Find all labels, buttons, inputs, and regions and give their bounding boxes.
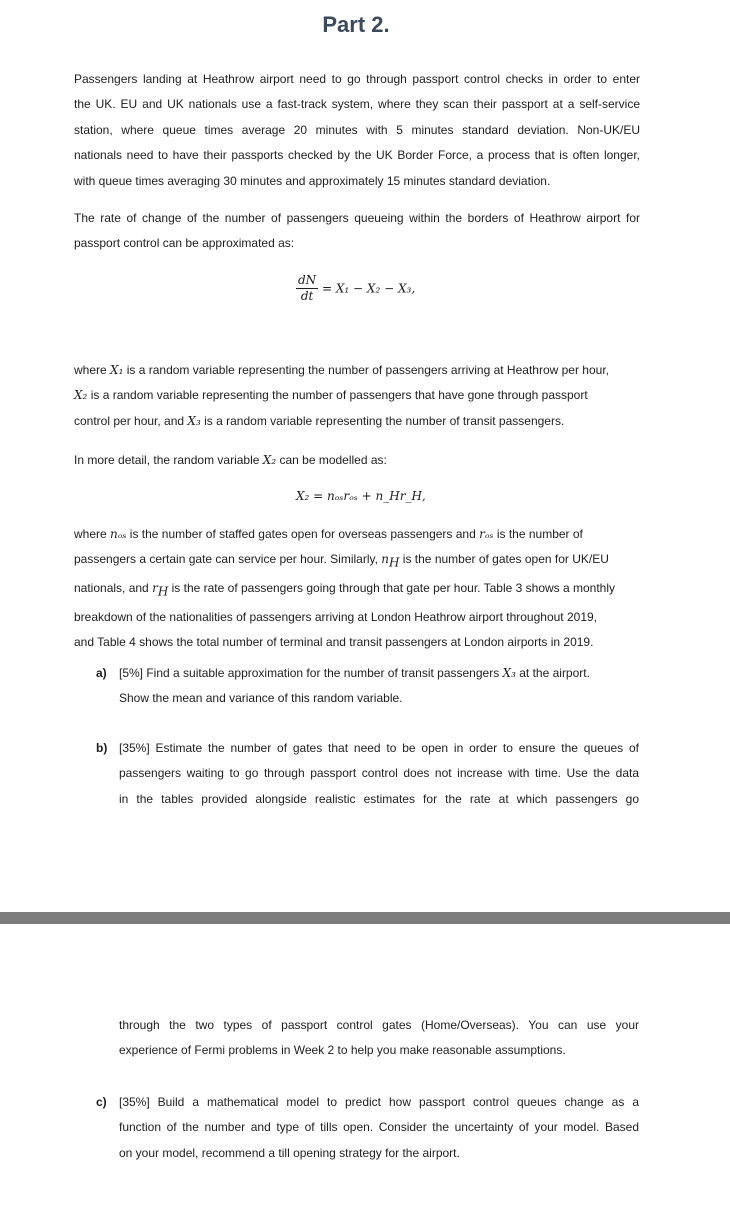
intro-line: the UK. EU and UK nationals use a fast-track system, where they scan their passport at a self-service [74,97,640,112]
detail-line [74,448,640,473]
where-line [74,522,640,547]
text: is the number of gates open for UK/EU [399,552,609,567]
intro-line: Passengers landing at Heathrow airport need to go through passport control checks in order to enter [74,72,640,86]
question-line [119,661,639,686]
rate-paragraph [74,206,640,257]
question-line: in the tables provided alongside realistic estimates for the rate at which passengers go [119,791,639,806]
question-line: Show the mean and variance of this random variable. [119,691,403,706]
math-subscript: H [157,584,169,599]
text: is the number of [493,527,583,541]
question-body [119,1090,639,1166]
where-line [74,409,640,434]
question-label: a) [96,666,107,680]
where-line [74,383,640,408]
math-var: X₃ [187,413,201,428]
where-line: breakdown of the nationalities of passengers arriving at London Heathrow airport throughout 2019, [74,610,598,624]
intro-line: nationals need to have their passports checked by the UK Border Force, a process that is often longer, [74,148,640,163]
text: [5%] Find a suitable approximation for the number of transit passengers [119,666,503,680]
page-break [0,912,730,924]
detail-paragraph [74,448,640,473]
rate-line: passport control can be approximated as: [74,236,295,251]
text: where [74,527,111,541]
derivative-fraction [296,273,318,304]
page-title: Part 2. [322,12,390,37]
question-line: [35%] Estimate the number of gates that need to be open in order to ensure the queues of [119,741,639,755]
question-body [119,736,639,812]
text: In more detail, the random variable [74,453,263,467]
math-var: X₂ [74,388,88,403]
math-var: nₒₛ [110,527,127,541]
question-label: b) [96,741,108,755]
question-body [119,1013,639,1064]
where-paragraph-2 [74,522,640,656]
math-var: r [152,581,158,596]
question-line: passengers waiting to go through passport control does not increase with time. Use the data [119,766,639,781]
equation-rhs: = X₁ − X₂ − X₃, [322,281,416,296]
text: is the number of staffed gates open for overseas passengers and [126,527,480,541]
question-line: function of the number and type of tills open. Consider the uncertainty of your model. Based [119,1120,639,1135]
question-label: c) [96,1095,107,1109]
intro-line: station, where queue times average 20 minutes with 5 minutes standard deviation. Non-UK/EU [74,122,640,137]
question-line: [35%] Build a mathematical model to predict how passport control queues change as a [119,1095,639,1109]
question-body [119,661,639,712]
where-paragraph-1 [74,358,640,434]
question-line: experience of Fermi problems in Week 2 to help you make reasonable assumptions. [119,1043,566,1058]
math-var: X₂ [262,453,277,467]
text: is a random variable representing the number of passengers that have gone through passport [87,388,588,403]
math-var: rₒₛ [479,527,494,541]
where-line: and Table 4 shows the total number of terminal and transit passengers at London airports in 2019. [74,635,594,650]
text: is a random variable representing the number of transit passengers. [200,413,565,428]
math-var: X₃ [502,666,516,680]
equation-x2: X₂ = nₒₛrₒₛ + n_Hr_H, [296,489,426,503]
where-line [74,547,640,576]
text: at the airport. [515,666,590,680]
document-page-2 [0,924,730,1227]
text: can be modelled as: [276,453,387,467]
where-line [74,576,640,605]
math-var: n [381,552,389,567]
math-var: X₁ [110,363,124,377]
text: passengers a certain gate can service per hour. Similarly, [74,552,382,567]
text: is the rate of passengers going through that gate per hour. Table 3 shows a monthly [168,581,616,596]
text: is a random variable representing the number of passengers arriving at Heathrow per hour, [123,363,609,377]
equation-dn-dt [296,273,415,304]
where-line [74,358,640,383]
question-line: through the two types of passport control gates (Home/Overseas). You can use your [119,1018,639,1032]
rate-line: The rate of change of the number of passengers queueing within the borders of Heathrow airport for [74,211,640,225]
intro-line: with queue times averaging 30 minutes and approximately 15 minutes standard deviation. [74,173,551,188]
text: where [74,363,111,377]
fraction-denominator: dt [300,289,314,303]
question-line: on your model, recommend a till opening strategy for the airport. [119,1145,460,1160]
text: control per hour, and [74,413,188,428]
text: nationals, and [74,581,153,596]
fraction-numerator: dN [298,273,317,287]
math-subscript: H [389,555,400,570]
intro-paragraph [74,67,640,194]
